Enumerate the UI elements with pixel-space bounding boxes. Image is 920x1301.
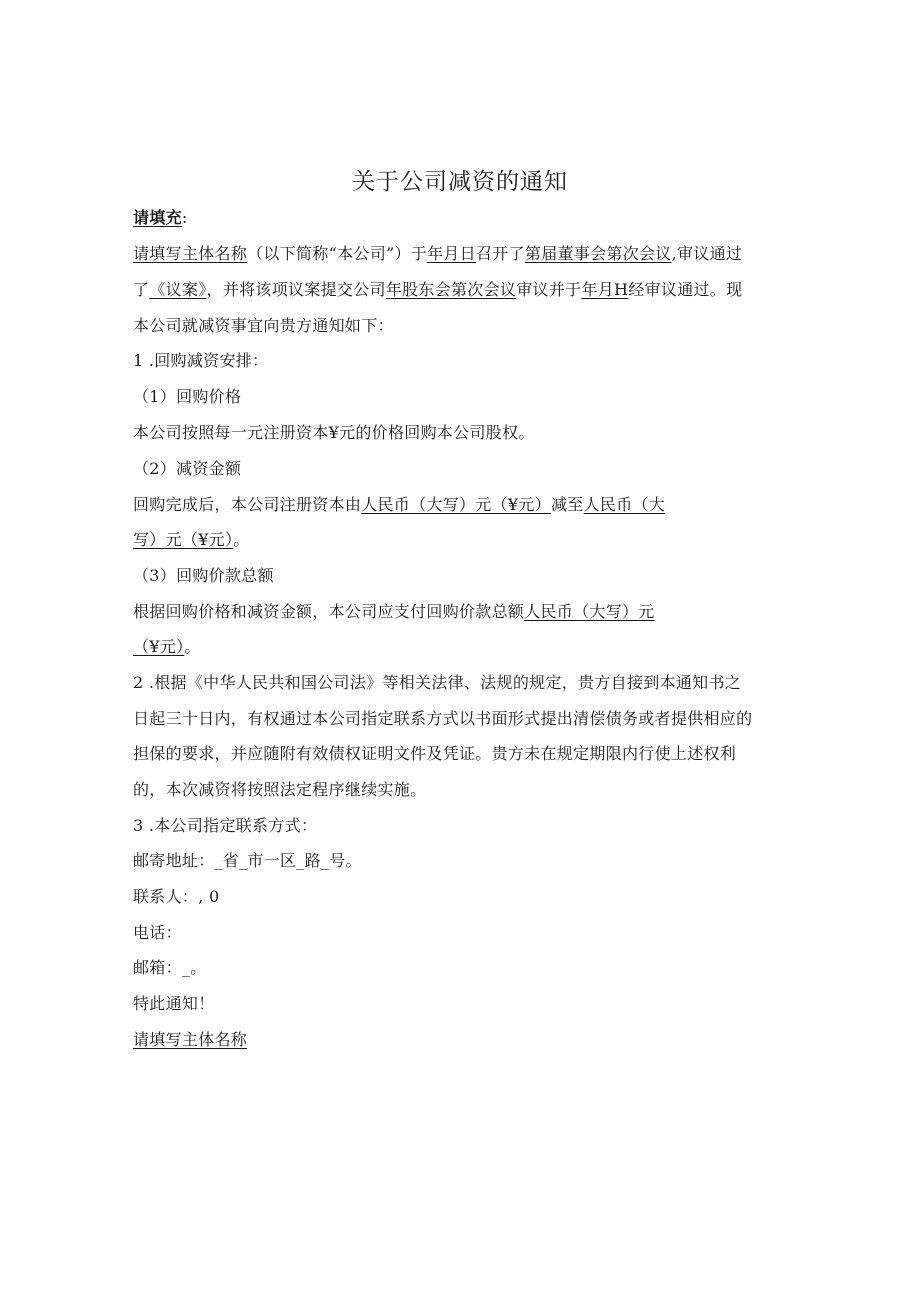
salutation-colon: : xyxy=(181,208,188,227)
document-title: 关于公司减资的通知 xyxy=(352,169,568,195)
text: 回购完成后，本公司注册资本由 xyxy=(133,495,362,514)
text: 根据回购价格和减资金额，本公司应支付回购价款总额 xyxy=(133,602,525,621)
total-price-line2 xyxy=(133,636,201,658)
board-meeting-placeholder: 第届董事会第次会议 xyxy=(524,244,672,263)
capital-after-placeholder: 人民币（大 xyxy=(583,495,666,514)
reduction-amount-line1 xyxy=(133,494,665,516)
section1-heading: 1 .回购减资安排： xyxy=(133,351,269,370)
section3-heading: 3 .本公司指定联系方式： xyxy=(133,816,318,835)
text: ，并将该项议案提交公司 xyxy=(206,280,386,299)
date-placeholder: 年月日 xyxy=(427,244,476,263)
text: （以下简称“本公司”）于 xyxy=(247,244,428,263)
section2-line1: 2 .根据《中华人民共和国公司法》等相关法律、法规的规定，贵方自接到本通知书之 xyxy=(133,673,742,692)
subsection-total-price: （3）回购价款总额 xyxy=(133,566,274,585)
email: 邮箱：_。 xyxy=(133,958,207,977)
salutation-placeholder: 请填充 xyxy=(133,208,182,227)
salutation-line xyxy=(133,207,188,229)
capital-after-placeholder-cont: 写）元（¥元） xyxy=(133,530,234,549)
phone: 电话： xyxy=(133,923,182,942)
approval-date-placeholder: 年月H xyxy=(581,280,629,299)
reduction-amount-line2 xyxy=(133,529,250,551)
section2-line4: 的，本次减资将按照法定程序继续实施。 xyxy=(133,780,427,799)
total-price-placeholder: 人民币（大写）元 xyxy=(524,602,655,621)
text: 。 xyxy=(184,637,201,656)
total-price-line1 xyxy=(133,601,655,623)
repurchase-price-text: 本公司按照每一元注册资本¥元的价格回购本公司股权。 xyxy=(133,423,535,442)
contact-person: 联系人：, 0 xyxy=(133,887,220,906)
text: 了 xyxy=(133,280,150,299)
proposal-placeholder: 《议案》 xyxy=(149,280,207,299)
closing-statement: 特此通知！ xyxy=(133,994,215,1013)
para1-line1 xyxy=(133,243,742,265)
text: 。 xyxy=(233,530,250,549)
capital-before-placeholder: 人民币（大写）元（¥元） xyxy=(361,495,551,514)
subsection-reduction-amount: （2）减资金额 xyxy=(133,459,242,478)
subsection-repurchase-price: （1）回购价格 xyxy=(133,387,242,406)
section2-line3: 担保的要求，并应随附有效债权证明文件及凭证。贵方未在规定期限内行使上述权利 xyxy=(133,744,737,763)
text: ,审议通过 xyxy=(671,244,743,263)
total-price-placeholder-cont: （¥元） xyxy=(133,637,185,656)
para1-line3: 本公司就减资事宜向贵方通知如下： xyxy=(133,316,394,335)
mailing-address: 邮寄地址：_省_市一区_路_号。 xyxy=(133,851,362,870)
text: 召开了 xyxy=(475,244,525,263)
entity-name-placeholder: 请填写主体名称 xyxy=(133,244,248,263)
text: 审议并于 xyxy=(516,280,582,299)
shareholder-meeting-placeholder: 年股东会第次会议 xyxy=(385,280,517,299)
para1-line2 xyxy=(133,279,742,301)
section2-line2: 日起三十日内，有权通过本公司指定联系方式以书面形式提出清偿债务或者提供相应的 xyxy=(133,709,753,728)
text: 减至 xyxy=(550,495,584,514)
signature-placeholder: 请填写主体名称 xyxy=(133,1030,248,1049)
text: 经审议通过。现 xyxy=(628,280,743,299)
